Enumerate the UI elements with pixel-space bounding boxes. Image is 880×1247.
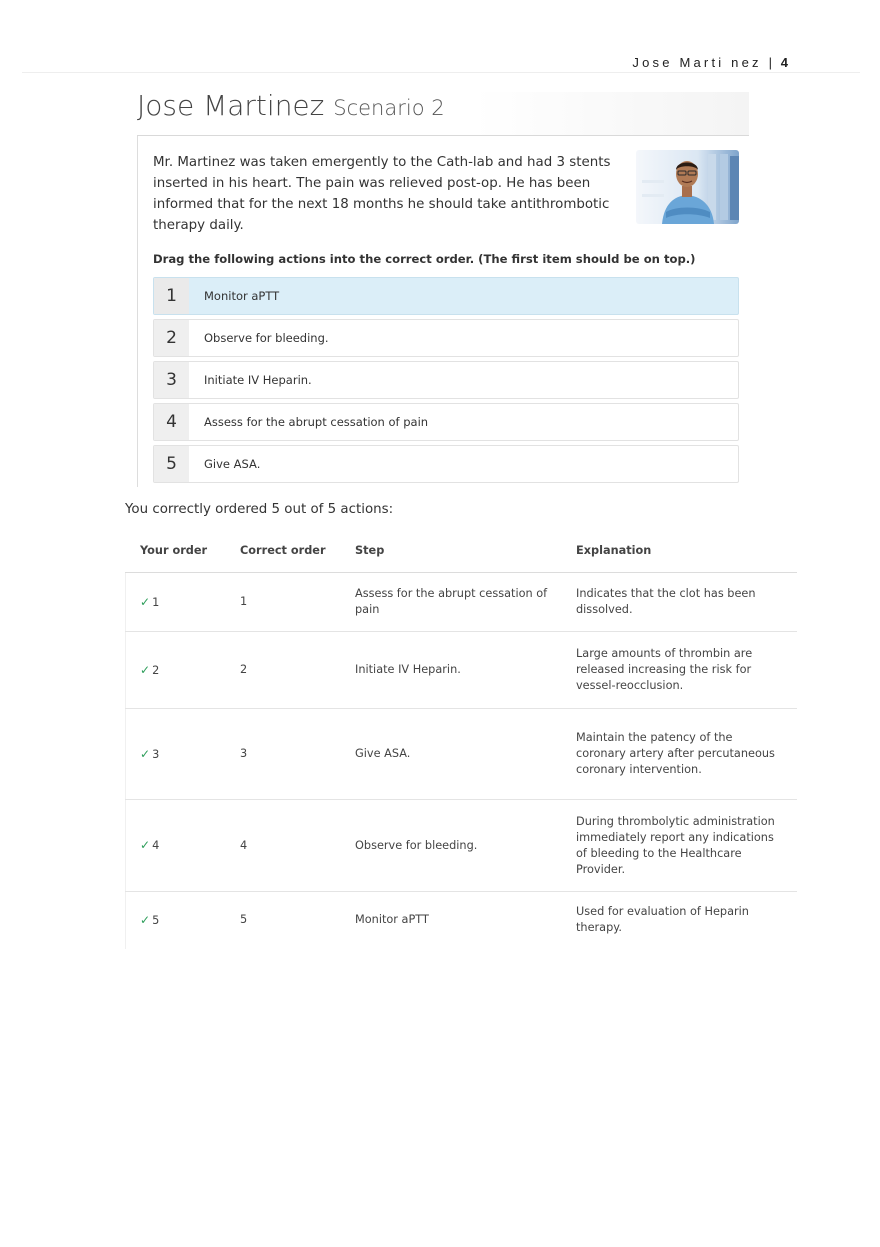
ordering-item[interactable] xyxy=(153,445,739,483)
your-order-value: 3 xyxy=(152,747,160,761)
ordering-item-label: Observe for bleeding. xyxy=(204,331,329,345)
drag-instruction: Drag the following actions into the correct order. (The first item should be on top.) xyxy=(153,252,696,266)
table-row xyxy=(125,632,797,709)
step-cell: Give ASA. xyxy=(355,709,576,800)
ordering-item[interactable] xyxy=(153,277,739,315)
ordering-item-number: 2 xyxy=(154,320,189,356)
page-number: 4 xyxy=(780,55,788,70)
correct-order-cell: 3 xyxy=(240,709,355,800)
step-cell: Initiate IV Heparin. xyxy=(355,632,576,709)
patient-photo-illustration xyxy=(636,150,739,224)
header-rule xyxy=(22,72,860,73)
checkmark-icon: ✓ xyxy=(140,912,151,927)
ordering-item[interactable] xyxy=(153,361,739,399)
results-header-row xyxy=(125,529,797,573)
table-row xyxy=(125,709,797,800)
patient-photo xyxy=(636,150,739,224)
step-cell: Monitor aPTT xyxy=(355,913,429,927)
ordering-item[interactable] xyxy=(153,319,739,357)
results-table-container xyxy=(125,529,775,949)
ordering-item-label: Initiate IV Heparin. xyxy=(204,373,312,387)
table-row xyxy=(125,800,797,892)
results-table xyxy=(125,529,797,949)
table-row xyxy=(125,573,797,632)
your-order-value: 1 xyxy=(152,595,160,609)
correct-order-cell: 1 xyxy=(240,573,355,632)
step-cell: Assess for the abrupt cessation of pain xyxy=(355,573,576,632)
ordering-item-label: Assess for the abrupt cessation of pain xyxy=(204,415,429,429)
ordering-item[interactable] xyxy=(153,403,739,441)
explanation-cell: Used for evaluation of Heparin therapy. xyxy=(576,905,749,935)
scenario-title-name: Jose Martinez xyxy=(137,89,325,122)
ordering-item-label: Give ASA. xyxy=(204,457,261,471)
correct-order-cell: 2 xyxy=(240,632,355,709)
correct-order-cell: 4 xyxy=(240,800,355,892)
scenario-subtitle: Scenario 2 xyxy=(333,96,445,120)
your-order-cell xyxy=(125,800,240,892)
explanation-cell: During thrombolytic administration immediately report any indications of bleeding to the Healthcare Provider. xyxy=(576,800,797,892)
checkmark-icon: ✓ xyxy=(140,594,151,609)
column-header-step: Step xyxy=(355,529,576,573)
your-order-value: 5 xyxy=(152,913,160,927)
explanation-cell: Maintain the patency of the coronary artery after percutaneous coronary intervention. xyxy=(576,709,797,800)
ordering-item-label: Monitor aPTT xyxy=(204,289,280,303)
checkmark-icon: ✓ xyxy=(140,746,151,761)
your-order-cell xyxy=(125,892,240,949)
ordering-item-number: 1 xyxy=(154,278,189,314)
ordering-item-number: 5 xyxy=(154,446,189,482)
step-cell: Observe for bleeding. xyxy=(355,800,576,892)
column-header-your-order: Your order xyxy=(125,529,240,573)
column-header-explanation: Explanation xyxy=(576,529,797,573)
your-order-cell xyxy=(125,632,240,709)
checkmark-icon: ✓ xyxy=(140,838,151,852)
ordering-item-number: 3 xyxy=(154,362,189,398)
explanation-cell: Large amounts of thrombin are released increasing the risk for vessel-reocclusion. xyxy=(576,632,797,709)
scenario-panel xyxy=(137,89,749,487)
scenario-title xyxy=(137,89,445,122)
ordering-item-number: 4 xyxy=(154,404,189,440)
running-header-separator: | xyxy=(768,55,774,70)
your-order-cell xyxy=(125,573,240,632)
your-order-value: 2 xyxy=(152,663,160,677)
correct-order-cell: 5 xyxy=(240,913,248,927)
results-summary: You correctly ordered 5 out of 5 actions: xyxy=(125,502,394,517)
checkmark-icon: ✓ xyxy=(140,662,151,677)
scenario-description: Mr. Martinez was taken emergently to the Cath-lab and had 3 stents inserted in his heart. The pain was relieved post-op. He has been informed that for the next 18 months he should take antithrombotic therapy daily. xyxy=(153,155,611,233)
ordering-list xyxy=(153,277,739,487)
column-header-correct-order: Correct order xyxy=(240,529,355,573)
running-header xyxy=(632,55,788,70)
table-row xyxy=(125,892,797,949)
your-order-value: 4 xyxy=(152,839,160,852)
your-order-cell xyxy=(125,709,240,800)
scenario-title-bar xyxy=(137,89,749,136)
explanation-cell: Indicates that the clot has been dissolved. xyxy=(576,573,797,632)
running-header-name: Jose Marti nez xyxy=(632,55,762,70)
